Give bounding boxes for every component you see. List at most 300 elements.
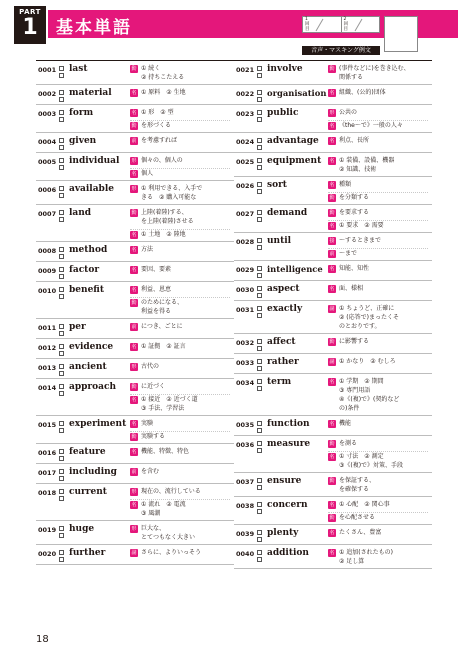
meaning-text: を心配させる (339, 514, 376, 521)
word-entry (36, 85, 234, 105)
review-checkbox-2[interactable] (257, 273, 262, 278)
definition (130, 525, 230, 543)
headword: ensure (267, 476, 302, 486)
headword: sort (267, 180, 287, 190)
review-checkbox-2[interactable] (257, 313, 262, 318)
part-of-speech-badge: 名 (329, 550, 335, 556)
definition (328, 65, 428, 83)
definition (130, 383, 230, 392)
review-checkbox-2[interactable] (257, 73, 262, 78)
definition (328, 250, 428, 259)
headword: involve (267, 64, 303, 74)
meaning-text: ① 心配 ② 関心事 (339, 501, 390, 508)
word-entry (234, 177, 432, 205)
definition (328, 237, 428, 246)
review-checkbox-1[interactable] (59, 421, 64, 426)
definition (328, 338, 428, 347)
review-checkbox-2[interactable] (257, 189, 262, 194)
review-checkbox-1[interactable] (59, 186, 64, 191)
review-checkbox-2[interactable] (257, 509, 262, 514)
review-checkbox-1[interactable] (59, 267, 64, 272)
headword: including (69, 467, 117, 477)
review-checkbox-1[interactable] (257, 266, 262, 271)
entry-number: 0014 (38, 384, 57, 392)
entry-number: 0037 (236, 478, 255, 486)
review-checkbox-2[interactable] (59, 331, 64, 336)
part-of-speech-badge: 動 (329, 339, 335, 345)
meaning-text: (事件などに)を巻き込む、 関係する (339, 65, 410, 81)
definition (130, 266, 230, 275)
review-checkbox-2[interactable] (59, 456, 64, 461)
review-checkbox-1[interactable] (59, 158, 64, 163)
review-checkbox-2[interactable] (59, 193, 64, 198)
definition (130, 65, 230, 83)
entry-number: 0039 (236, 530, 255, 538)
progress-box-1-label: 1 回 目 (305, 17, 310, 32)
review-checkbox-2[interactable] (59, 117, 64, 122)
meaning-text: ① 証拠 ② 証言 (141, 343, 186, 350)
review-checkbox-1[interactable] (257, 210, 262, 215)
meaning-text: を形づくる (141, 122, 172, 129)
review-checkbox-1[interactable] (257, 441, 262, 446)
word-entry (36, 359, 234, 379)
review-checkbox-2[interactable] (257, 537, 262, 542)
word-entry (234, 261, 432, 281)
masking-box (384, 16, 418, 52)
review-checkbox-2[interactable] (59, 533, 64, 538)
review-checkbox-1[interactable] (59, 469, 64, 474)
meaning-text: 上陸(着陸)する、 を上陸(着陸)させる (141, 209, 194, 225)
review-checkbox-1[interactable] (59, 210, 64, 215)
review-checkbox-2[interactable] (257, 448, 262, 453)
part-of-speech-badge: 形 (329, 110, 335, 116)
definition (130, 157, 230, 166)
definition (130, 170, 230, 179)
word-entry (234, 334, 432, 354)
headword: individual (69, 156, 120, 166)
headword: approach (69, 382, 117, 392)
definition (130, 109, 230, 118)
definition (130, 122, 230, 131)
meaning-text: を分類する (339, 194, 370, 201)
word-entry (36, 416, 234, 444)
review-checkbox-1[interactable] (257, 138, 262, 143)
entry-number: 0035 (236, 421, 255, 429)
meaning-text: ～まで (339, 250, 358, 257)
review-checkbox-2[interactable] (257, 428, 262, 433)
word-entry (234, 133, 432, 153)
part-of-speech-badge: 名 (329, 182, 335, 188)
headword: public (267, 108, 299, 118)
review-checkbox-1[interactable] (59, 138, 64, 143)
definition (130, 89, 230, 98)
part-of-speech-badge: 前 (329, 251, 335, 257)
entry-number: 0010 (38, 287, 57, 295)
meaning-text: 知能、知性 (339, 265, 370, 272)
meaning-text: ① 学期 ② 期間 ③ 専門用語 ④《(複)で》(契約など の)条件 (339, 378, 400, 412)
part-of-speech-badge: 動 (329, 515, 335, 521)
headword: equipment (267, 156, 322, 166)
part-of-speech-badge: 名 (131, 171, 137, 177)
review-checkbox-2[interactable] (257, 217, 262, 222)
part-of-speech-badge: 動 (131, 210, 137, 216)
progress-box-2[interactable] (342, 17, 380, 32)
part-of-speech-badge: 名 (131, 421, 137, 427)
entry-number: 0005 (38, 158, 57, 166)
entry-number: 0029 (236, 266, 255, 274)
review-checkbox-1[interactable] (257, 110, 262, 115)
word-entry (36, 282, 234, 319)
definition (328, 265, 428, 274)
word-entry (234, 416, 432, 436)
entry-number: 0017 (38, 469, 57, 477)
review-checkbox-2[interactable] (59, 73, 64, 78)
part-badge (14, 6, 46, 44)
definition (328, 453, 428, 471)
part-of-speech-badge: 名 (329, 454, 335, 460)
review-checkbox-1[interactable] (257, 90, 262, 95)
review-checkbox-2[interactable] (257, 386, 262, 391)
review-checkbox-2[interactable] (59, 217, 64, 222)
definition (130, 363, 230, 372)
review-checkbox-1[interactable] (257, 238, 262, 243)
part-of-speech-badge: 動 (131, 384, 137, 390)
headword: ancient (69, 362, 107, 372)
review-checkbox-1[interactable] (59, 66, 64, 71)
definition (328, 529, 428, 538)
part-of-speech-badge: 動 (131, 66, 137, 72)
entry-number: 0034 (236, 379, 255, 387)
part-of-speech-badge: 名 (329, 286, 335, 292)
review-checkbox-1[interactable] (59, 110, 64, 115)
word-list-left (36, 60, 234, 565)
headword: measure (267, 439, 311, 449)
word-entry (234, 105, 432, 133)
part-of-speech-badge: 名 (131, 287, 137, 293)
review-checkbox-1[interactable] (257, 379, 262, 384)
part-of-speech-badge: 名 (131, 90, 137, 96)
review-checkbox-1[interactable] (257, 339, 262, 344)
study-progress-boxes (302, 16, 380, 33)
review-checkbox-1[interactable] (257, 286, 262, 291)
meaning-text: 利点、長所 (339, 137, 370, 144)
headword: concern (267, 500, 308, 510)
part-of-speech-badge: 前 (131, 469, 137, 475)
entry-number: 0009 (38, 267, 57, 275)
review-checkbox-1[interactable] (257, 66, 262, 71)
definition (328, 378, 428, 414)
part-of-speech-badge: 動 (329, 195, 335, 201)
entry-number: 0027 (236, 210, 255, 218)
headword: addition (267, 548, 309, 558)
entry-number: 0020 (38, 550, 57, 558)
word-entry (36, 444, 234, 464)
review-checkbox-2[interactable] (59, 476, 64, 481)
meaning-text: 古代の (141, 363, 160, 370)
definition (130, 185, 230, 203)
review-checkbox-2[interactable] (257, 145, 262, 150)
review-checkbox-1[interactable] (59, 324, 64, 329)
definition (130, 343, 230, 352)
word-entry (234, 436, 432, 473)
word-entry (234, 374, 432, 416)
meaning-text: 方法 (141, 246, 154, 253)
part-of-speech-badge: 形 (131, 526, 137, 532)
definition (130, 420, 230, 429)
part-of-speech-badge: 名 (131, 110, 137, 116)
review-checkbox-1[interactable] (257, 359, 262, 364)
part-of-speech-badge: 形 (131, 186, 137, 192)
page-number: 18 (36, 634, 49, 645)
definition (130, 323, 230, 332)
word-entry (36, 545, 234, 565)
meaning-text: ① 続く ② 持ちこたえる (141, 65, 185, 81)
word-entry (234, 85, 432, 105)
headword: available (69, 184, 114, 194)
word-entry (36, 153, 234, 181)
headword: aspect (267, 284, 300, 294)
meaning-text: につき、ごとに (141, 323, 183, 330)
part-of-speech-badge: 名 (131, 232, 137, 238)
headword: until (267, 236, 292, 246)
meaning-text: ① 形 ② 型 (141, 109, 174, 116)
review-checkbox-2[interactable] (59, 391, 64, 396)
headword: demand (267, 208, 308, 218)
word-entry (234, 525, 432, 545)
part-of-speech-badge: 名 (131, 397, 137, 403)
headword: method (69, 245, 108, 255)
part-of-speech-badge: 形 (131, 158, 137, 164)
word-entry (36, 484, 234, 521)
meaning-text: 個々の、個人の (141, 157, 183, 164)
entry-number: 0006 (38, 186, 57, 194)
review-checkbox-2[interactable] (257, 293, 262, 298)
meaning-text: 機能 (339, 420, 352, 427)
word-entry (36, 379, 234, 416)
meaning-text: 《the～で》一般の人々 (339, 122, 403, 129)
entry-number: 0013 (38, 364, 57, 372)
part-of-speech-badge: 名 (329, 123, 335, 129)
review-checkbox-2[interactable] (257, 117, 262, 122)
definition (130, 488, 230, 497)
progress-box-2-label: 2 回 目 (343, 17, 348, 32)
meaning-text: ① 流れ ② 電流 ③ 風潮 (141, 501, 186, 517)
headword: given (69, 136, 97, 146)
review-checkbox-2[interactable] (257, 346, 262, 351)
meaning-text: 現在の、流行している (141, 488, 201, 495)
meaning-text: ① ちょうど、正確に ② (応答で)まったくそ のとおりです。 (339, 305, 399, 330)
part-of-speech-badge: 前 (131, 138, 137, 144)
part-of-speech-badge: 動 (131, 300, 137, 306)
part-of-speech-badge: 名 (131, 502, 137, 508)
meaning-text: 個人 (141, 170, 154, 177)
meaning-text: 実験する (141, 433, 166, 440)
meaning-text: ① 装備、設備、機器 ② 知識、技術 (339, 157, 395, 173)
definition (328, 440, 428, 449)
meaning-text: 要因、要素 (141, 266, 172, 273)
review-checkbox-1[interactable] (59, 247, 64, 252)
headword: organisation (267, 88, 327, 98)
word-entry (234, 61, 432, 85)
entry-number: 0030 (236, 286, 255, 294)
part-of-speech-badge: 名 (329, 223, 335, 229)
meaning-text: を含む (141, 468, 160, 475)
entry-number: 0024 (236, 138, 255, 146)
entry-number: 0031 (236, 306, 255, 314)
entry-number: 0040 (236, 550, 255, 558)
word-list-right (234, 60, 432, 569)
headword: exactly (267, 304, 303, 314)
review-checkbox-1[interactable] (257, 158, 262, 163)
review-checkbox-1[interactable] (257, 478, 262, 483)
meaning-text: 組織、(公的)団体 (339, 89, 386, 96)
review-checkbox-2[interactable] (257, 245, 262, 250)
entry-number: 0016 (38, 449, 57, 457)
part-of-speech-badge: 動 (329, 210, 335, 216)
meaning-text: ① かなり ② むしろ (339, 358, 396, 365)
entry-number: 0004 (38, 138, 57, 146)
part-of-speech-badge: 動 (329, 478, 335, 484)
review-checkbox-1[interactable] (257, 530, 262, 535)
definition (328, 477, 428, 495)
entry-number: 0033 (236, 359, 255, 367)
word-entry (36, 181, 234, 205)
entry-number: 0007 (38, 210, 57, 218)
word-entry (36, 319, 234, 339)
review-checkbox-2[interactable] (59, 371, 64, 376)
part-of-speech-badge: 副 (329, 306, 335, 312)
entry-number: 0021 (236, 66, 255, 74)
review-checkbox-1[interactable] (257, 502, 262, 507)
word-entry (36, 133, 234, 153)
part-of-speech-badge: 名 (131, 344, 137, 350)
entry-number: 0015 (38, 421, 57, 429)
review-checkbox-1[interactable] (257, 550, 262, 555)
part-of-speech-badge: 形 (131, 364, 137, 370)
meaning-text: 面、様相 (339, 285, 364, 292)
review-checkbox-1[interactable] (59, 364, 64, 369)
review-checkbox-2[interactable] (59, 294, 64, 299)
entry-number: 0022 (236, 90, 255, 98)
review-checkbox-2[interactable] (59, 351, 64, 356)
definition (130, 231, 230, 240)
meaning-text: 種類 (339, 181, 352, 188)
review-checkbox-2[interactable] (59, 254, 64, 259)
review-checkbox-2[interactable] (257, 97, 262, 102)
progress-box-1[interactable] (303, 17, 342, 32)
entry-number: 0002 (38, 90, 57, 98)
definition (328, 157, 428, 175)
review-checkbox-2[interactable] (257, 485, 262, 490)
headword: advantage (267, 136, 319, 146)
review-checkbox-2[interactable] (59, 274, 64, 279)
meaning-text: 機能、特徴、特色 (141, 448, 190, 455)
word-entry (234, 281, 432, 301)
definition (328, 420, 428, 429)
review-checkbox-1[interactable] (59, 449, 64, 454)
headword: term (267, 377, 292, 387)
meaning-text: たくさん、豊富 (339, 529, 382, 536)
meaning-text: 巨大な、 とてつもなく大きい (141, 525, 196, 541)
headword: plenty (267, 528, 299, 538)
part-of-speech-badge: 名 (329, 421, 335, 427)
review-checkbox-1[interactable] (59, 344, 64, 349)
meaning-text: 利益、恩恵 (141, 286, 172, 293)
part-of-speech-badge: 名 (329, 266, 335, 272)
definition (328, 549, 428, 567)
part-of-speech-badge: 前 (131, 324, 137, 330)
headword: huge (69, 524, 95, 534)
headword: form (69, 108, 94, 118)
meaning-text: ① 追加(されたもの) ② 足し算 (339, 549, 393, 565)
page-title: 基本単語 (56, 18, 132, 38)
definition (328, 514, 428, 523)
review-checkbox-1[interactable] (59, 489, 64, 494)
definition (130, 501, 230, 519)
part-of-speech-badge: 名 (329, 502, 335, 508)
word-entry (36, 262, 234, 282)
review-checkbox-1[interactable] (59, 90, 64, 95)
part-of-speech-badge: 動 (329, 66, 335, 72)
definition (328, 358, 428, 367)
review-checkbox-2[interactable] (257, 366, 262, 371)
review-checkbox-2[interactable] (59, 145, 64, 150)
part-of-speech-badge: 動 (131, 123, 137, 129)
meaning-text: さらに、よりいっそう (141, 549, 202, 556)
definition (130, 396, 230, 414)
headword: affect (267, 337, 296, 347)
definition (328, 285, 428, 294)
review-checkbox-1[interactable] (257, 306, 262, 311)
review-checkbox-2[interactable] (257, 557, 262, 562)
meaning-text: ① 原料 ② 生地 (141, 89, 186, 96)
review-checkbox-2[interactable] (59, 165, 64, 170)
word-entry (36, 242, 234, 262)
review-checkbox-1[interactable] (59, 287, 64, 292)
entry-number: 0018 (38, 489, 57, 497)
definition (328, 109, 428, 118)
part-of-speech-badge: 副 (329, 359, 335, 365)
entry-number: 0032 (236, 339, 255, 347)
review-checkbox-1[interactable] (59, 526, 64, 531)
review-checkbox-1[interactable] (257, 421, 262, 426)
part-of-speech-badge: 名 (329, 379, 335, 385)
entry-number: 0011 (38, 324, 57, 332)
meaning-text: を要求する (339, 209, 370, 216)
definition (328, 89, 428, 98)
headword: current (69, 487, 107, 497)
headword: feature (69, 447, 106, 457)
headword: benefit (69, 285, 104, 295)
review-checkbox-1[interactable] (59, 550, 64, 555)
definition (328, 209, 428, 218)
definition (130, 433, 230, 442)
definition (130, 209, 230, 227)
review-checkbox-2[interactable] (257, 165, 262, 170)
review-checkbox-2[interactable] (59, 496, 64, 501)
review-checkbox-2[interactable] (59, 97, 64, 102)
meaning-text: を考慮すれば (141, 137, 178, 144)
meaning-text: を保証する、 を確保する (339, 477, 376, 493)
headword: experiment (69, 419, 127, 429)
review-checkbox-2[interactable] (59, 428, 64, 433)
word-entry (36, 61, 234, 85)
review-checkbox-2[interactable] (59, 557, 64, 562)
headword: rather (267, 357, 299, 367)
review-checkbox-1[interactable] (59, 384, 64, 389)
review-checkbox-1[interactable] (257, 182, 262, 187)
entry-number: 0036 (236, 441, 255, 449)
